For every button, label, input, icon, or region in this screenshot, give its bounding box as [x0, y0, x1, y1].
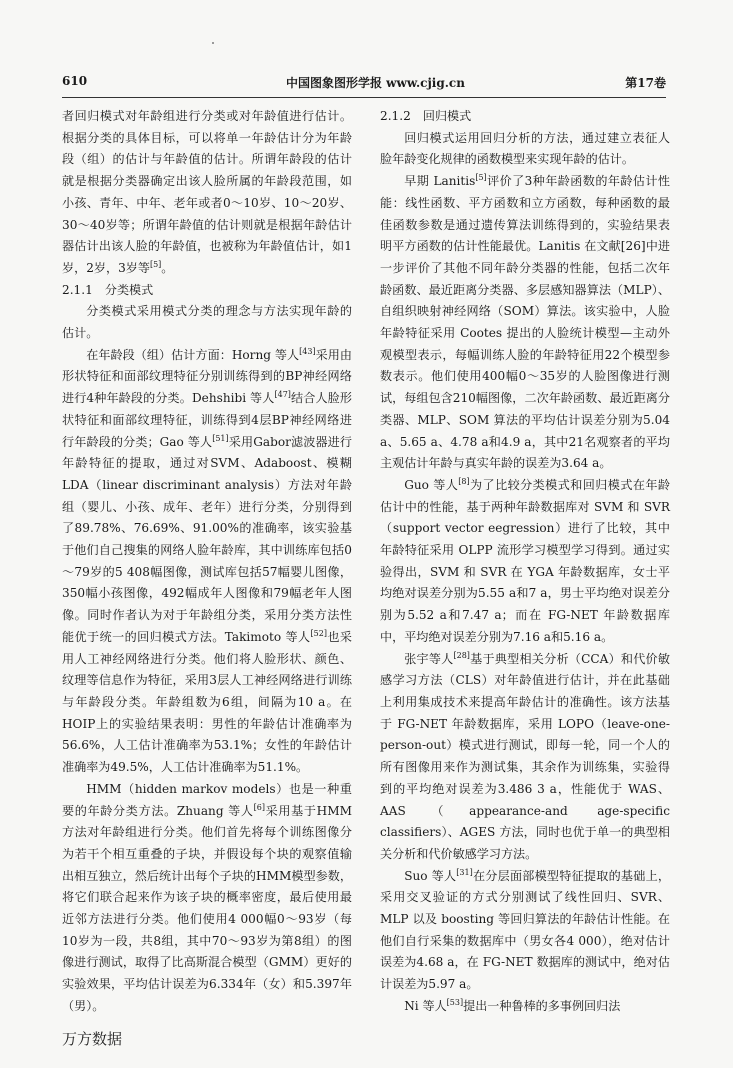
citation: [31] [456, 867, 473, 877]
citation: [5] [149, 259, 162, 269]
paragraph: 张宇等人[28]基于典型相关分析（CCA）和代价敏感学习方法（CLS）对年龄值进行估计，并在此基础上利用集成技术来提高年龄估计的准确性。该方法基于 FG-NET 年龄数据库，采用 LOPO（leave-one-person-out）模式进行测试，即每一轮，同一个人的所有图像用来作为测试集，其余作为训练集，实验得到的平均绝对误差为3.486 3 a，性能优于 WAS、AAS（appearance-and age-specific classifiers）、AGES 方法，同时也优于单一的典型相关分析和代价敏感学习方法。 [380, 650, 670, 861]
citation: [5] [475, 173, 487, 183]
scan-dot [212, 42, 214, 44]
volume-label: 第17卷 [625, 76, 666, 90]
paragraph: 早期 Lanitis[5]评价了3种年龄函数的年龄估计性能：线性函数、平方函数和立方函数，每种函数的最佳函数参数是通过遗传算法训练得到的，实验结果表明平方函数的估计性能最优。Lanitis 在文献[26]中进一步评价了其他不同年龄分类器的性能，包括二次年龄函数、最近距离分类器、多层感知器算法（MLP）、自组织映射神经网络（SOM）算法。该实验中，人脸年龄特征采用 Cootes 提出的人脸统计模型—主动外观模型表示，每幅训练人脸的年龄特征用22个模型参数表示。他们使用400幅0～35岁的人脸图像进行测试，每组包含210幅图像，二次年龄函数、最近距离分类器、MLP、SOM 算法的平均估计误差分别为5.04 a、5.65 a、4.78 a和4.9 a，其中21名观察者的平均主观估计年龄与真实年龄的误差为3.64 a。 [380, 173, 670, 471]
running-header [62, 74, 666, 94]
paragraph: 回归模式运用回归分析的方法，通过建立表征人脸年龄变化规律的函数模型来实现年龄的估计。 [380, 130, 670, 167]
right-column [380, 106, 670, 1018]
section-heading-2-1-1: 2.1.1 分类模式 [62, 282, 154, 297]
paragraph: Ni 等人[53]提出一种鲁棒的多事例回归法 [404, 997, 621, 1013]
citation: [47] [274, 390, 291, 400]
left-column [62, 106, 352, 1018]
page-number: 610 [62, 74, 88, 88]
citation: [51] [212, 433, 229, 443]
citation: [52] [310, 628, 327, 638]
header-rule [62, 97, 666, 98]
journal-name: 中国图象图形学报 www.cjig.cn [286, 76, 465, 90]
citation: [28] [453, 650, 470, 660]
citation: [8] [458, 476, 470, 486]
paragraph: Guo 等人[8]为了比较分类模式和回归模式在年龄估计中的性能，基于两种年龄数据库对 SVM 和 SVR（support vector eegression）进行了比较，其中年龄特征采用 OLPP 流形学习模型学习得到。通过实验得出，SVM 和 SVR 在 YGA 年龄数据库，女士平均绝对误差分别为5.55 a和7 a，男士平均绝对误差分别为5.52 a和7.47 a；而在 FG-NET 年龄数据库中，平均绝对误差分别为7.16 a和5.16 a。 [380, 476, 670, 644]
paragraph: 者回归模式对年龄组进行分类或对年龄值进行估计。根据分类的具体目标，可以将单一年龄估计分为年龄段（组）的估计与年龄值的估计。所谓年龄段的估计就是根据分类器确定出该人脸所属的年龄段范围，如小孩、青年、中年、老年或者0～10岁、10～20岁、30～40岁等；所谓年龄值的估计则就是根据年龄估计器估计出该人脸的年龄值，也被称为年龄值估计，如1岁，2岁，3岁等[5]。 [62, 109, 352, 275]
paragraph: 分类模式采用模式分类的理念与方法实现年龄的估计。 [62, 304, 352, 341]
section-heading-2-1-2: 2.1.2 回归模式 [380, 109, 472, 123]
paragraph: 在年龄段（组）估计方面：Horng 等人[43]采用由形状特征和面部纹理特征分别训练得到的BP神经网络进行4种年龄段的分类。Dehshibi 等人[47]结合人脸形状特征和面部纹理特征，训练得到4层BP神经网络进行年龄段的分类；Gao 等人[51]采用Gabor滤波器进行年龄特征的提取，通过对SVM、Adaboost、模糊 LDA（linear discriminant analysis）方法对年龄组（婴儿、小孩、成年、老年）进行分类，分别得到了89.78%、76.69%、91.00%的准确率，该实验基于他们自己搜集的网络人脸年龄库，其中训练库包括0～79岁的5 408幅图像，测试库包括57幅婴儿图像，350幅小孩图像，492幅成年人图像和79幅老年人图像。同时作者认为对于年龄组分类，采用分类方法性能优于统一的回归模式方法。Takimoto 等人[52]也采用人工神经网络进行分类。他们将人脸形状、颜色、纹理等信息作为特征，采用3层人工神经网络进行训练与年龄段分类。年龄组数为6组，间隔为10 a。在HOIP上的实验结果表明：男性的年龄估计准确率为56.6%，人工估计准确率为53.1%；女性的年龄估计准确率为49.5%，人工估计准确率为51.1%。 [62, 346, 352, 775]
citation: [43] [299, 346, 316, 356]
citation: [6] [253, 802, 265, 812]
wanfang-logo: 万方数据 [62, 1030, 123, 1048]
paragraph: HMM（hidden markov models）也是一种重要的年龄分类方法。Zhuang 等人[6]采用基于HMM方法对年龄组进行分类。他们首先将每个训练图像分为若干个相互重叠的子块，并假设每个块的观察值输出相互独立，然后统计出每个子块的HMM模型参数，将它们联合起来作为该子块的概率密度，最后使用最近邻方法进行分类。他们使用4 000幅0～93岁（每10岁为一段，共8组，其中70～93岁为第8组）的图像进行测试，取得了比高斯混合模型（GMM）更好的实验效果，平均估计误差为6.334年（女）和5.397年（男）。 [62, 781, 352, 1013]
paragraph: Suo 等人[31]在分层面部模型特征提取的基础上，采用交叉验证的方式分别测试了线性回归、SVR、MLP 以及 boosting 等回归算法的年龄估计性能。在他们自行采集的数据库中（男女各4 000），绝对估计误差为4.68 a，在 FG-NET 数据库的测试中，绝对估计误差为5.97 a。 [380, 867, 670, 992]
citation: [53] [446, 997, 464, 1007]
